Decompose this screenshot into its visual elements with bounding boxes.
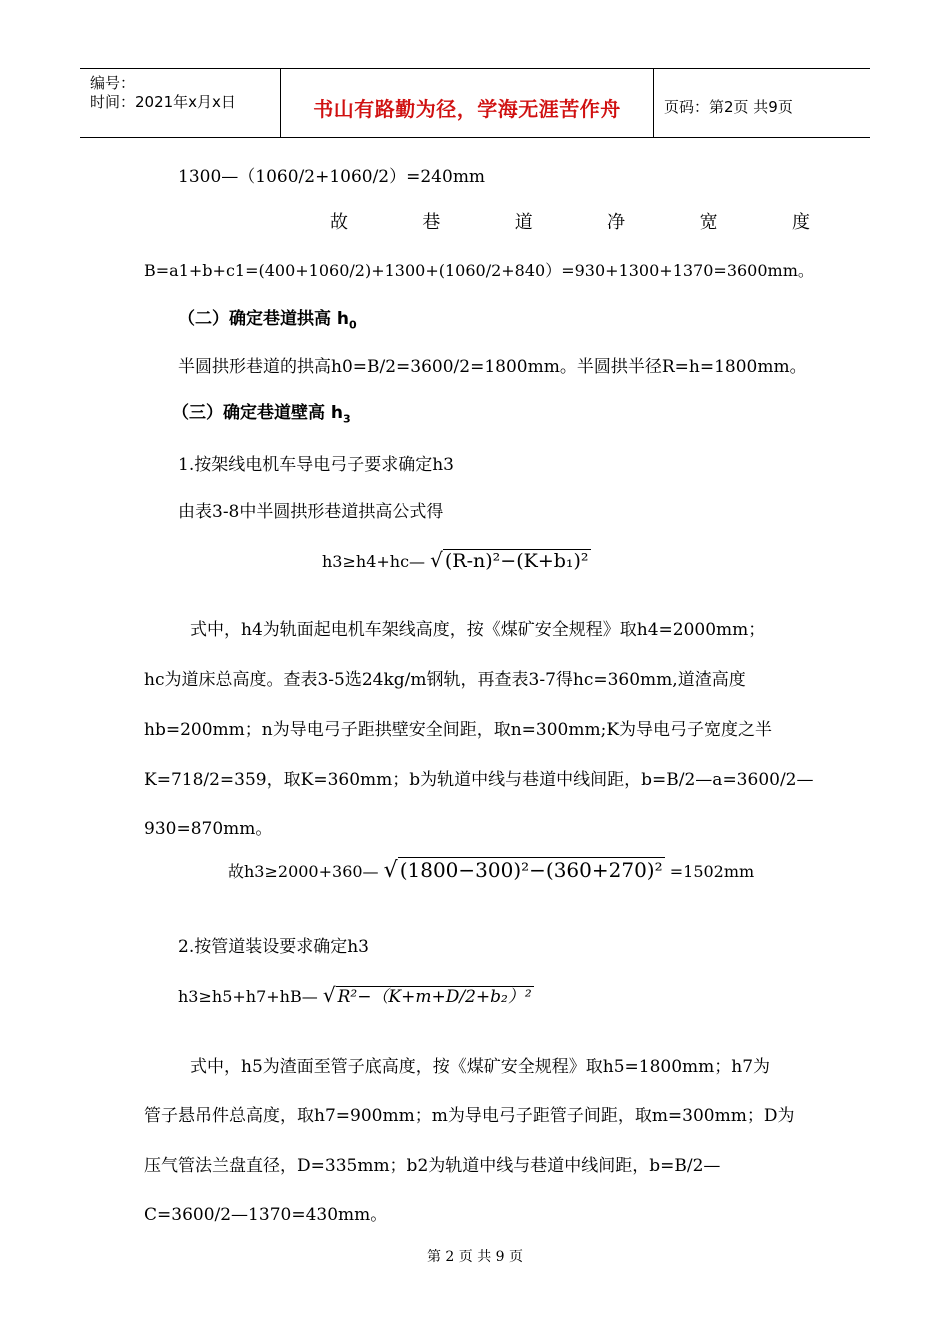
para-2-line-2: 管子悬吊件总高度，取h7=900mm；m为导电弓子距管子间距，取m=300mm；D为	[144, 1106, 795, 1126]
just-word: 道	[514, 212, 533, 233]
para-1-line-3: hb=200mm；n为导电弓子距拱壁安全间距，取n=300mm;K为导电弓子宽度之半	[144, 720, 773, 740]
para-1-line-1: 式中，h4为轨面起电机车架线高度，按《煤矿安全规程》取h4=2000mm；	[190, 620, 766, 640]
header-page-label: 页码：第2页 共9页	[664, 98, 793, 116]
header-motto: 书山有路勤为径，学海无涯苦作舟	[313, 97, 621, 121]
item-1-line: 1.按架线电机车导电弓子要求确定h3	[178, 455, 454, 475]
header-info-cell	[80, 69, 281, 137]
just-word: 宽	[699, 212, 718, 233]
doc-time-label: 时间：2021年x月x日	[90, 93, 236, 111]
formula-3	[178, 982, 534, 1007]
sqrt-symbol: √ (R-n)²−(K+b₁)²	[430, 548, 589, 572]
para-2-line-3: 压气管法兰盘直径，D=335mm；b2为轨道中线与巷道中线间距，b=B/2—	[144, 1156, 721, 1176]
page-header	[80, 68, 870, 138]
sqrt-symbol: √ R²−（K+m+D/2+b₂）²	[322, 983, 532, 1007]
arch-height-line: 半圆拱形巷道的拱高h0=B/2=3600/2=1800mm。半圆拱半径R=h=1800mm。	[178, 357, 807, 377]
formula-2	[228, 858, 754, 883]
formula-1-lhs: h3≥h4+hc—	[322, 552, 426, 571]
item-2-line: 2.按管道装设要求确定h3	[178, 937, 369, 957]
justified-heading	[330, 208, 810, 234]
page-footer: 第 2 页 共 9 页	[426, 1249, 524, 1265]
formula-2-lhs: 故h3≥2000+360—	[228, 862, 379, 881]
formula-3-lhs: h3≥h5+h7+hB—	[178, 987, 318, 1006]
sqrt-symbol: √ (1800−300)²−(360+270)²	[383, 858, 663, 883]
section-heading-2: （二）确定巷道拱高 $h_0$	[178, 309, 357, 332]
para-2-line-4: C=3600/2—1370=430mm。	[144, 1205, 388, 1225]
section-heading-3: （三）确定巷道壁高 $h_3$	[172, 403, 351, 426]
header-page-cell	[654, 69, 870, 137]
formula-3-radicand: R²−（K+m+D/2+b₂）²	[337, 987, 532, 1007]
formula-2-radicand: (1800−300)²−(360+270)²	[399, 858, 663, 882]
para-2-line-1: 式中，h5为渣面至管子底高度，按《煤矿安全规程》取h5=1800mm；h7为	[190, 1057, 771, 1077]
formula-1	[322, 548, 591, 572]
formula-1-radicand: (R-n)²−(K+b₁)²	[444, 550, 589, 572]
width-formula: B=a1+b+c1=(400+1060/2)+1300+(1060/2+840）=930+1300+1370=3600mm。	[144, 261, 814, 280]
formula-2-rhs: =1502mm	[669, 862, 755, 881]
just-word: 度	[791, 212, 810, 233]
calc-line-1: 1300—（1060/2+1060/2）=240mm	[178, 167, 486, 187]
header-motto-cell	[281, 69, 654, 137]
just-word: 净	[607, 212, 626, 233]
source-line: 由表3-8中半圆拱形巷道拱高公式得	[178, 502, 444, 522]
para-1-line-4: K=718/2=359，取K=360mm；b为轨道中线与巷道中线间距，b=B/2—a=3600/2—	[144, 770, 814, 790]
doc-number-label: 编号：	[90, 74, 136, 92]
para-1-line-2: hc为道床总高度。查表3-5选24kg/m钢轨，再查表3-7得hc=360mm,道渣高度	[144, 670, 746, 690]
just-word: 巷	[422, 212, 441, 233]
just-word: 故	[330, 212, 348, 233]
para-1-line-5: 930=870mm。	[144, 819, 273, 839]
